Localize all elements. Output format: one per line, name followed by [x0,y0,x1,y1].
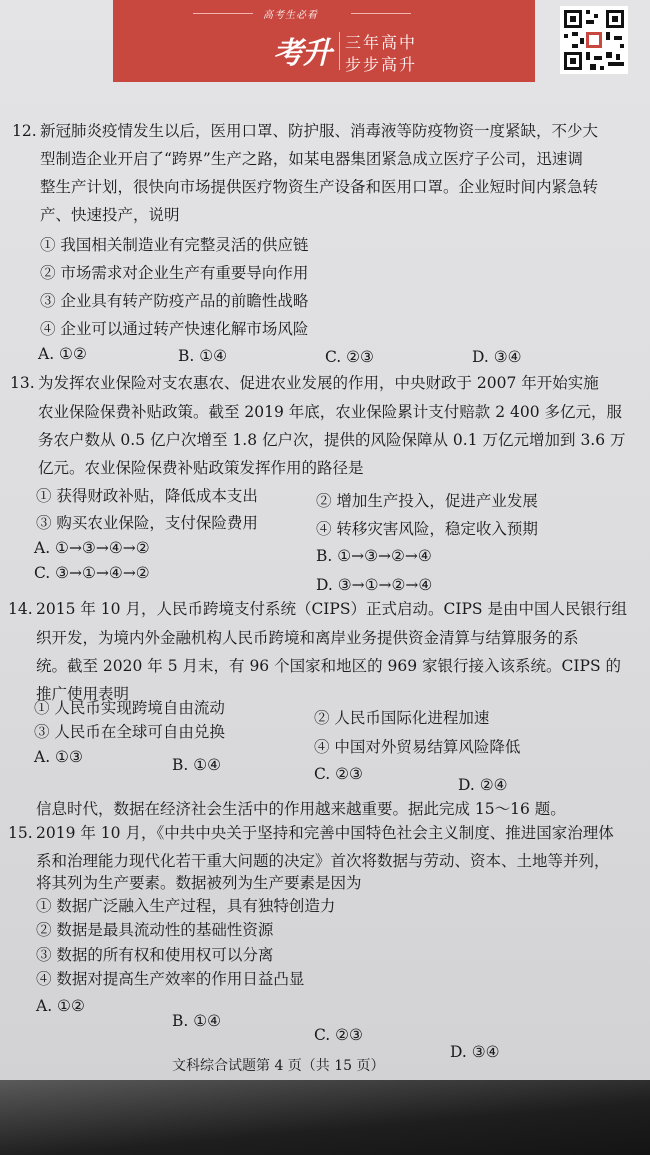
q13-option-b[interactable]: B. ①→③→②→④ [316,547,432,565]
q14-option-b[interactable]: B. ①④ [172,756,222,774]
banner-slogan-line1: 三年高中 [345,33,418,52]
q13-statement: ③ 购买农业保险，支付保险费用 [36,514,258,532]
q13-option-d[interactable]: D. ③→①→②→④ [316,576,433,594]
banner-slogan-line2: 步步高升 [345,55,418,74]
page-footer: 文科综合试题第 4 页（共 15 页） [172,1058,385,1074]
q15-stem-line: 2019 年 10 月，《中共中央关于坚持和完善中国特色社会主义制度、推进国家治理体 [36,824,614,842]
q13-stem-line: 亿元。农业保险保费补贴政策发挥作用的路径是 [38,459,364,477]
q13-option-c[interactable]: C. ③→①→④→② [34,564,150,582]
divider [339,32,340,70]
q15-statement: ③ 数据的所有权和使用权可以分离 [36,946,274,964]
q13-stem-line: 务农户数从 0.5 亿户次增至 1.8 亿户次，提供的风险保障从 0.1 万亿元增加到 3.6 万 [38,431,626,449]
q13-option-a[interactable]: A. ①→③→④→② [34,539,150,557]
q14-statement: ③ 人民币在全球可自由兑换 [34,723,225,741]
header-banner [113,0,535,82]
q14-number: 14. [8,600,33,618]
q15-statement: ① 数据广泛融入生产过程，具有独特创造力 [36,897,336,915]
q15-option-b[interactable]: B. ①④ [172,1012,222,1030]
q15-option-c[interactable]: C. ②③ [314,1026,363,1044]
q13-stem-line: 为发挥农业保险对支农惠农、促进农业发展的作用，中央财政于 2007 年开始实施 [38,374,599,392]
q14-statement: ① 人民币实现跨境自由流动 [34,699,225,717]
q12-option-a[interactable]: A. ①② [38,345,87,363]
q15-stem-line: 系和治理能力现代化若干重大问题的决定》首次将数据与劳动、资本、土地等并列， [36,852,610,870]
q14-option-a[interactable]: A. ①③ [34,748,83,766]
q12-stem-line: 型制造企业开启了“跨界”生产之路，如某电器集团紧急成立医疗子公司，迅速调 [40,150,583,168]
q13-statement: ② 增加生产投入，促进产业发展 [316,492,538,510]
q14-option-d[interactable]: D. ②④ [458,776,508,794]
q14-statement: ④ 中国对外贸易结算风险降低 [314,738,521,756]
q13-number: 13. [10,374,35,392]
banner-tagline: 高考生必看 [263,10,318,21]
q12-option-b[interactable]: B. ①④ [178,347,228,365]
q12-number: 12. [12,122,37,140]
q14-option-c[interactable]: C. ②③ [314,765,363,783]
q12-stem-line: 新冠肺炎疫情发生以后，医用口罩、防护服、消毒液等防疫物资一度紧缺，不少大 [40,122,599,140]
q12-stem-line: 产、快速投产，说明 [40,206,180,224]
q14-stem-line: 推广使用表明 [36,685,130,703]
q12-statement: ④ 企业可以通过转产快速化解市场风险 [40,320,309,338]
section-intro: 信息时代，数据在经济社会生活中的作用越来越重要。据此完成 15～16 题。 [36,800,566,818]
q14-stem-line: 织开发，为境内外金融机构人民币跨境和离岸业务提供资金清算与结算服务的系 [36,629,579,647]
q15-option-a[interactable]: A. ①② [36,997,85,1015]
q14-stem-line: 2015 年 10 月，人民币跨境支付系统（CIPS）正式启动。CIPS 是由中国人民银行组 [36,600,627,618]
q15-statement: ④ 数据对提高生产效率的作用日益凸显 [36,970,305,988]
q13-stem-line: 农业保险保费补贴政策。截至 2019 年底，农业保险累计支付赔款 2 400 多亿元，服 [38,403,623,421]
banner-logo: 考升 [273,36,331,71]
q15-number: 15. [8,824,33,842]
q12-statement: ① 我国相关制造业有完整灵活的供应链 [40,236,309,254]
divider [351,13,411,14]
q12-stem-line: 整生产计划，很快向市场提供医疗物资生产设备和医用口罩。企业短时间内紧急转 [40,178,599,196]
q15-option-d[interactable]: D. ③④ [450,1043,500,1061]
q12-option-d[interactable]: D. ③④ [472,348,522,366]
divider [193,13,253,14]
q12-option-c[interactable]: C. ②③ [325,348,374,366]
q15-statement: ② 数据是最具流动性的基础性资源 [36,921,274,939]
q14-statement: ② 人民币国际化进程加速 [314,709,490,727]
q15-stem-line: 将其列为生产要素。数据被列为生产要素是因为 [36,874,362,892]
q12-statement: ② 市场需求对企业生产有重要导向作用 [40,264,309,282]
qr-code-icon [560,6,628,74]
photo-shadow [0,1080,650,1155]
q13-statement: ④ 转移灾害风险，稳定收入预期 [316,520,538,538]
q14-stem-line: 统。截至 2020 年 5 月末，有 96 个国家和地区的 969 家银行接入该系统。CIPS 的 [36,657,621,675]
q12-statement: ③ 企业具有转产防疫产品的前瞻性战略 [40,292,309,310]
q13-statement: ① 获得财政补贴，降低成本支出 [36,487,258,505]
